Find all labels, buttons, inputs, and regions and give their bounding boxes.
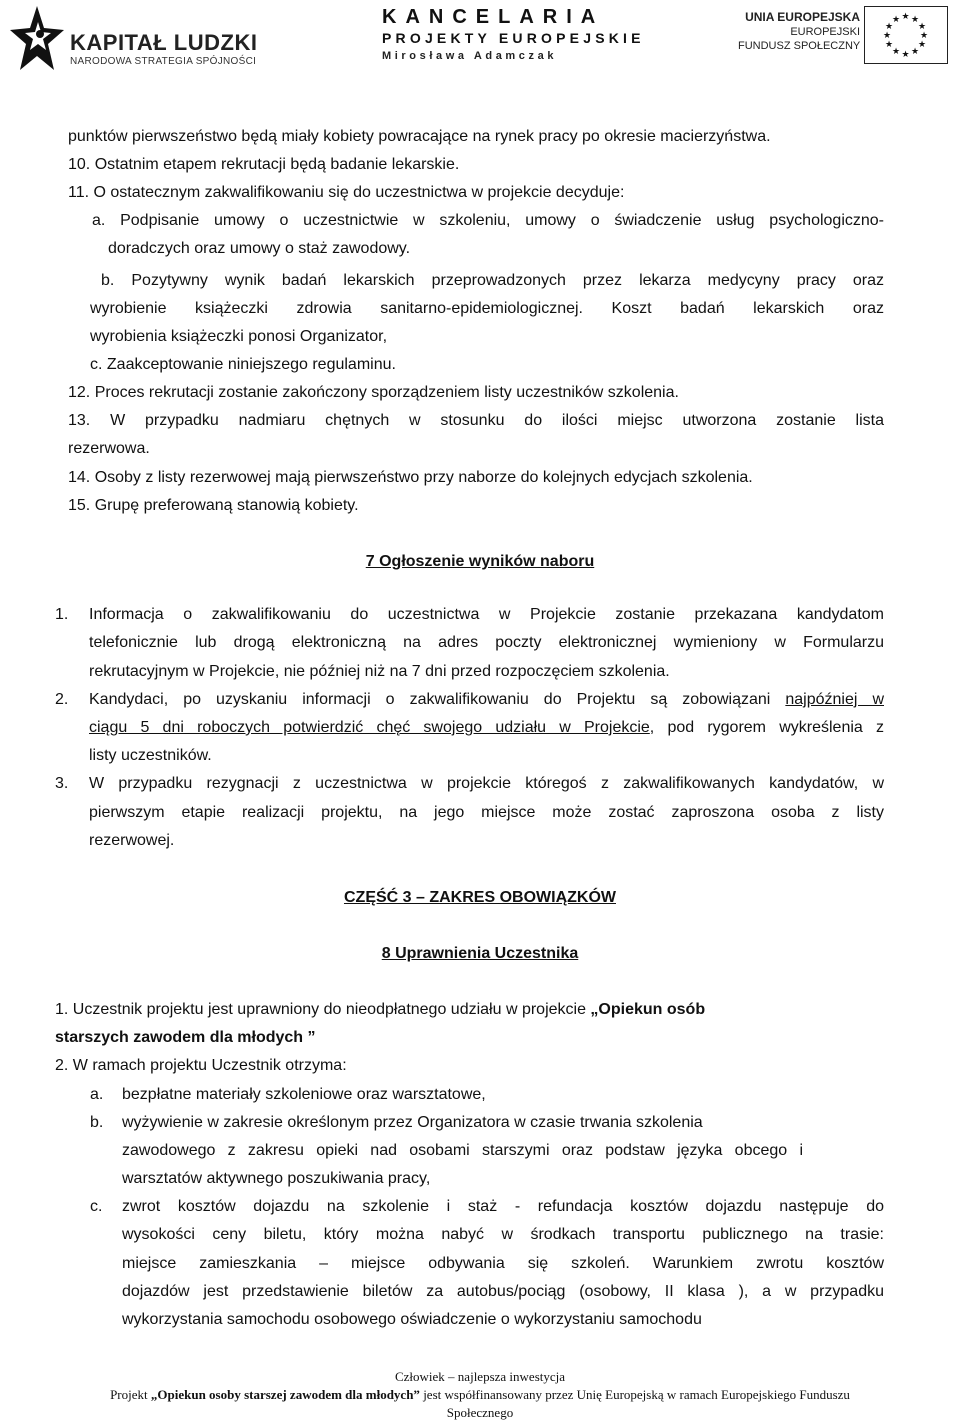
text-line: wyrobienie książeczki zdrowia sanitarno-epidemiologicznej. Koszt badań lekarskich oraz bbox=[90, 300, 884, 317]
eu-flag-icon bbox=[864, 6, 948, 64]
text-line bbox=[89, 690, 884, 710]
svg-text:★: ★ bbox=[884, 40, 894, 50]
text-span: Kandydaci, po uzyskaniu informacji o zakwalifikowaniu do Projektu są zobowiązani bbox=[89, 691, 786, 708]
text-line: rezerwowej. bbox=[89, 832, 175, 849]
item-label: a. bbox=[90, 1086, 104, 1103]
footer-text: jest współfinansowany przez Unię Europejską w ramach Europejskiego Funduszu bbox=[419, 1387, 850, 1402]
page-header bbox=[0, 0, 960, 80]
footer-line3: Społecznego bbox=[446, 1405, 514, 1420]
section-heading-7: 7 Ogłoszenie wyników naboru bbox=[365, 553, 595, 570]
svg-text:★: ★ bbox=[917, 40, 927, 50]
kancelaria-line3: Mirosława Adamczak bbox=[382, 50, 558, 62]
list-item-10: 10. Ostatnim etapem rekrutacji będą badanie lekarskie. bbox=[68, 156, 460, 173]
list-item-11: 11. O ostatecznym zakwalifikowaniu się do uczestnictwa w projekcie decyduje: bbox=[68, 184, 625, 201]
list-item-11c: c. Zaakceptowanie niniejszego regulaminu. bbox=[90, 356, 396, 373]
text-line: W przypadku rezygnacji z uczestnictwa w projekcie któregoś z zakwalifikowanych kandydatów, w bbox=[89, 775, 884, 792]
kapital-ludzki-star-icon bbox=[8, 4, 66, 74]
text-line: doradczych oraz umowy o staż zawodowy. bbox=[108, 240, 411, 257]
underlined-text: najpóźniej w bbox=[785, 691, 884, 708]
text-span: , pod rygorem wykreślenia z bbox=[649, 719, 884, 736]
svg-text:★: ★ bbox=[917, 22, 927, 32]
ue-line2: EUROPEJSKI bbox=[790, 26, 860, 38]
text-line: zwrot kosztów dojazdu na szkolenie i staż - refundacja kosztów dojazdu następuje do bbox=[122, 1198, 884, 1215]
kancelaria-line1: KANCELARIA bbox=[382, 6, 605, 28]
list-item-11a: a. Podpisanie umowy o uczestnictwie w szkoleniu, umowy o świadczenie usług psychologiczno- bbox=[92, 212, 884, 229]
text-line: rezerwowa. bbox=[68, 440, 150, 457]
kancelaria-logo bbox=[382, 6, 645, 64]
text-line: warsztatów aktywnego poszukiwania pracy, bbox=[122, 1170, 431, 1187]
svg-text:★: ★ bbox=[884, 22, 894, 32]
project-name-cont: starszych zawodem dla młodych ” bbox=[55, 1029, 316, 1046]
svg-text:★: ★ bbox=[919, 31, 929, 41]
svg-text:★: ★ bbox=[910, 47, 920, 57]
text-line: wysokości ceny biletu, który można nabyć w środkach transportu publicznego na trasie: bbox=[122, 1226, 884, 1243]
section-heading-8: 8 Uprawnienia Uczestnika bbox=[381, 945, 579, 962]
kancelaria-line2: PROJEKTY EUROPEJSKIE bbox=[382, 30, 645, 46]
list-item-15: 15. Grupę preferowaną stanowią kobiety. bbox=[68, 497, 359, 514]
ue-text bbox=[738, 10, 860, 53]
text-line: dojazdów jest przedstawienie biletów za autobus/pociąg (osobowy, II klasa ), a w przypadku bbox=[122, 1283, 884, 1300]
text-line: 2. W ramach projektu Uczestnik otrzyma: bbox=[55, 1057, 347, 1074]
text-line: telefonicznie lub drogą elektroniczną na adres poczty elektronicznej wymieniony w Formularzu bbox=[89, 634, 884, 651]
svg-text:★: ★ bbox=[910, 15, 920, 25]
footer-project-name: „Opiekun osoby starszej zawodem dla młodych” bbox=[150, 1387, 420, 1402]
footer-project-line bbox=[0, 1386, 960, 1404]
item-label: c. bbox=[90, 1198, 103, 1215]
text-line: wykorzystania samochodu osobowego oświadczenie o wykorzystaniu samochodu bbox=[122, 1311, 702, 1328]
list-item-11b: b. Pozytywny wynik badań lekarskich przeprowadzonych przez lekarza medycyny pracy oraz bbox=[101, 272, 884, 289]
item-number: 2. bbox=[55, 691, 69, 708]
kapital-ludzki-title: KAPITAŁ LUDZKI bbox=[70, 30, 258, 55]
svg-text:★: ★ bbox=[891, 15, 901, 25]
footer-slogan: Człowiek – najlepsza inwestycja bbox=[394, 1369, 566, 1384]
list-item-13: 13. W przypadku nadmiaru chętnych w stosunku do ilości miejsc utworzona zostanie lista bbox=[68, 412, 884, 429]
item-label: b. bbox=[90, 1114, 104, 1131]
project-name: „Opiekun osób bbox=[590, 1001, 706, 1018]
ue-line3: FUNDUSZ SPOŁECZNY bbox=[738, 40, 861, 52]
underlined-text: ciągu 5 dni roboczych potwierdzić chęć swojego udziału w Projekcie bbox=[89, 719, 650, 736]
svg-text:★: ★ bbox=[901, 12, 910, 22]
svg-text:★: ★ bbox=[882, 31, 892, 41]
text-line: rekrutacyjnym w Projekcie, nie później niż na 7 dni przed rozpoczęciem szkolenia. bbox=[89, 663, 670, 680]
text-line bbox=[89, 718, 884, 738]
part-heading: CZĘŚĆ 3 – ZAKRES OBOWIĄZKÓW bbox=[343, 889, 616, 906]
text-line: listy uczestników. bbox=[89, 747, 212, 764]
ue-line1: UNIA EUROPEJSKA bbox=[745, 10, 860, 24]
text-line: pierwszym etapie realizacji projektu, na jego miejsce może zostać zaproszona osoba z listy bbox=[89, 804, 884, 821]
text-span: 1. Uczestnik projektu jest uprawniony do nieodpłatnego udziału w projekcie bbox=[55, 1001, 591, 1018]
text-line: bezpłatne materiały szkoleniowe oraz warsztatowe, bbox=[122, 1086, 486, 1103]
text-line: punktów pierwszeństwo będą miały kobiety powracające na rynek pracy po okresie macierzyństwa. bbox=[68, 128, 771, 145]
kapital-ludzki-logo bbox=[8, 4, 258, 74]
text-line: miejsce zamieszkania – miejsce odbywania się szkoleń. Warunkiem zwrotu kosztów bbox=[122, 1255, 884, 1272]
item-number: 3. bbox=[55, 775, 69, 792]
kapital-ludzki-subtitle: NARODOWA STRATEGIA SPÓJNOŚCI bbox=[70, 56, 257, 67]
svg-text:★: ★ bbox=[901, 50, 910, 60]
list-item-12: 12. Proces rekrutacji zostanie zakończony sporządzeniem listy uczestników szkolenia. bbox=[68, 384, 679, 401]
text-line: zawodowego z zakresu opieki nad osobami starszymi oraz podstaw języka obcego i bbox=[122, 1142, 803, 1159]
page-footer bbox=[0, 1368, 960, 1422]
svg-text:★: ★ bbox=[891, 47, 901, 57]
text-line: wyżywienie w zakresie określonym przez Organizatora w czasie trwania szkolenia bbox=[122, 1114, 703, 1131]
item-number: 1. bbox=[55, 606, 69, 623]
text-line: wyrobienia książeczki ponosi Organizator, bbox=[90, 328, 388, 345]
text-line: Informacja o zakwalifikowaniu do uczestnictwa w Projekcie zostanie przekazana kandydatom bbox=[89, 606, 884, 623]
footer-text: Projekt bbox=[110, 1387, 151, 1402]
list-item-14: 14. Osoby z listy rezerwowej mają pierwszeństwo przy naborze do kolejnych edycjach szkolenia. bbox=[68, 469, 753, 486]
ue-logo bbox=[738, 6, 954, 76]
text-line bbox=[55, 1000, 705, 1020]
